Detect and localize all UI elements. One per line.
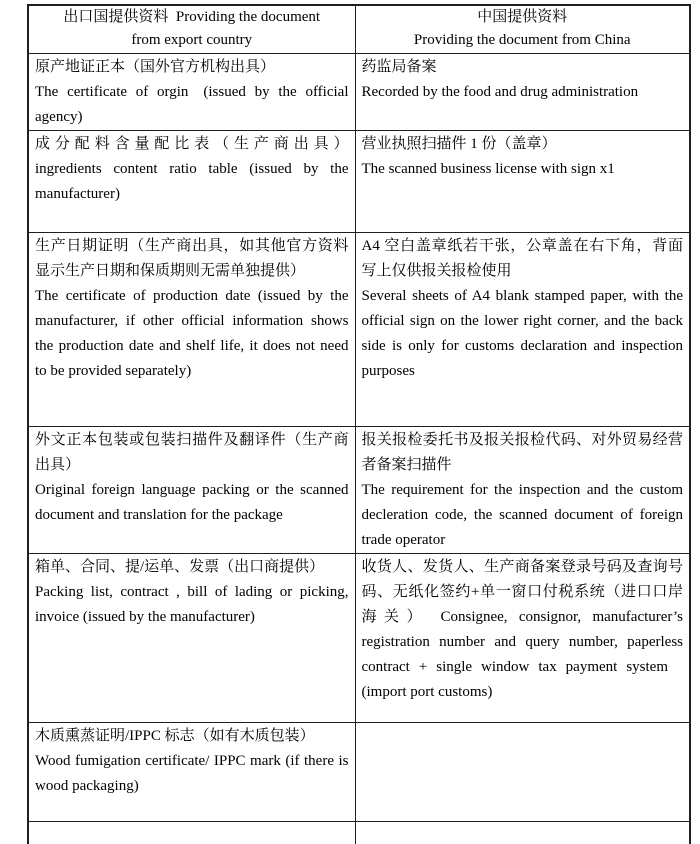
table-row	[28, 722, 690, 821]
cell-text-en: The certificate of production date (issued by the manufacturer, if other official information shows the production date and shelf life, it does not need to be provided separately)	[35, 287, 349, 379]
table-row	[28, 426, 690, 553]
cell-text-zh: A4 空白盖章纸若干张，公章盖在右下角，背面写上仅供报关报检使用	[361, 237, 683, 279]
header-cell-export-country	[28, 5, 355, 53]
cell-consignee-consignor-info	[355, 553, 690, 722]
cell-certificate-of-origin	[28, 53, 355, 130]
cell-text-en: Wood fumigation certificate/ IPPC mark (if there is wood packaging)	[35, 752, 349, 794]
cell-text-zh: 木质熏蒸证明/IPPC 标志（如有木质包装）	[35, 727, 315, 744]
cell-customs-declaration-docs	[355, 426, 690, 553]
header-line: Providing the document from China	[413, 32, 631, 49]
table-header-row	[28, 5, 690, 53]
table-row	[28, 553, 690, 722]
cell-text-en: The scanned business license with sign x1	[361, 160, 615, 177]
cell-text-zh: 药监局备案	[361, 58, 437, 75]
table-row	[28, 821, 690, 844]
cell-packing-list-contract	[28, 553, 355, 722]
cell-text-zh: 报关报检委托书及报关报检代码、对外贸易经营者备案扫描件	[361, 431, 683, 473]
cell-text-zh: 营业执照扫描件 1 份（盖章）	[361, 135, 557, 152]
cell-text-zh: 外文正本包装或包装扫描件及翻译件（生产商出具）	[35, 431, 349, 473]
cell-text-en: Original foreign language packing or the scanned document and translation for the package	[35, 481, 349, 523]
cell-text-en: Packing list, contract , bill of lading or picking, invoice (issued by the manufacturer)	[35, 583, 349, 625]
cell-text-en: The requirement for the inspection and the custom decleration code, the scanned document of foreign trade operator	[361, 481, 683, 548]
cell-empty	[355, 821, 690, 844]
table-row	[28, 130, 690, 232]
table-row	[28, 53, 690, 130]
cell-text-zh: 生产日期证明（生产商出具，如其他官方资料显示生产日期和保质期则无需单独提供）	[35, 237, 349, 279]
cell-text-en: Recorded by the food and drug administration	[361, 83, 639, 100]
cell-text-zh: 箱单、合同、提/运单、发票（出口商提供）	[35, 558, 325, 575]
cell-business-license	[355, 130, 690, 232]
cell-production-date-certificate	[28, 232, 355, 426]
cell-text-en: ingredients content ratio table (issued by the manufacturer)	[35, 160, 349, 202]
cell-text-zh: 原产地证正本（国外官方机构出具）	[35, 58, 276, 75]
documents-requirements-table	[27, 4, 691, 844]
cell-a4-stamped-paper	[355, 232, 690, 426]
header-line: 中国提供资料	[477, 9, 568, 26]
cell-foreign-packing	[28, 426, 355, 553]
header-cell-china	[355, 5, 690, 53]
header-line: 出口国提供资料 Providing the document	[63, 9, 321, 26]
header-line: from export country	[131, 32, 253, 49]
cell-ingredients-ratio-table	[28, 130, 355, 232]
cell-text-zh: 成分配料含量配比表（生产商出具）	[35, 135, 349, 152]
cell-empty	[355, 722, 690, 821]
cell-wood-fumigation	[28, 722, 355, 821]
cell-text-en: The certificate of orgin (issued by the official agency)	[35, 83, 349, 125]
cell-text-mixed: 收货人、发货人、生产商备案登录号码及查询号码、无纸化签约+单一窗口付税系统（进口口岸海关） Consignee, consignor, manufacturer’s registration number and query number, paperless contract + single window tax payment system (import port customs)	[361, 558, 683, 700]
table-row	[28, 232, 690, 426]
cell-empty	[28, 821, 355, 844]
cell-text-en: Several sheets of A4 blank stamped paper, with the official sign on the lower right corner, and the back side is only for customs declaration and inspection purposes	[361, 287, 683, 379]
cell-fda-record	[355, 53, 690, 130]
